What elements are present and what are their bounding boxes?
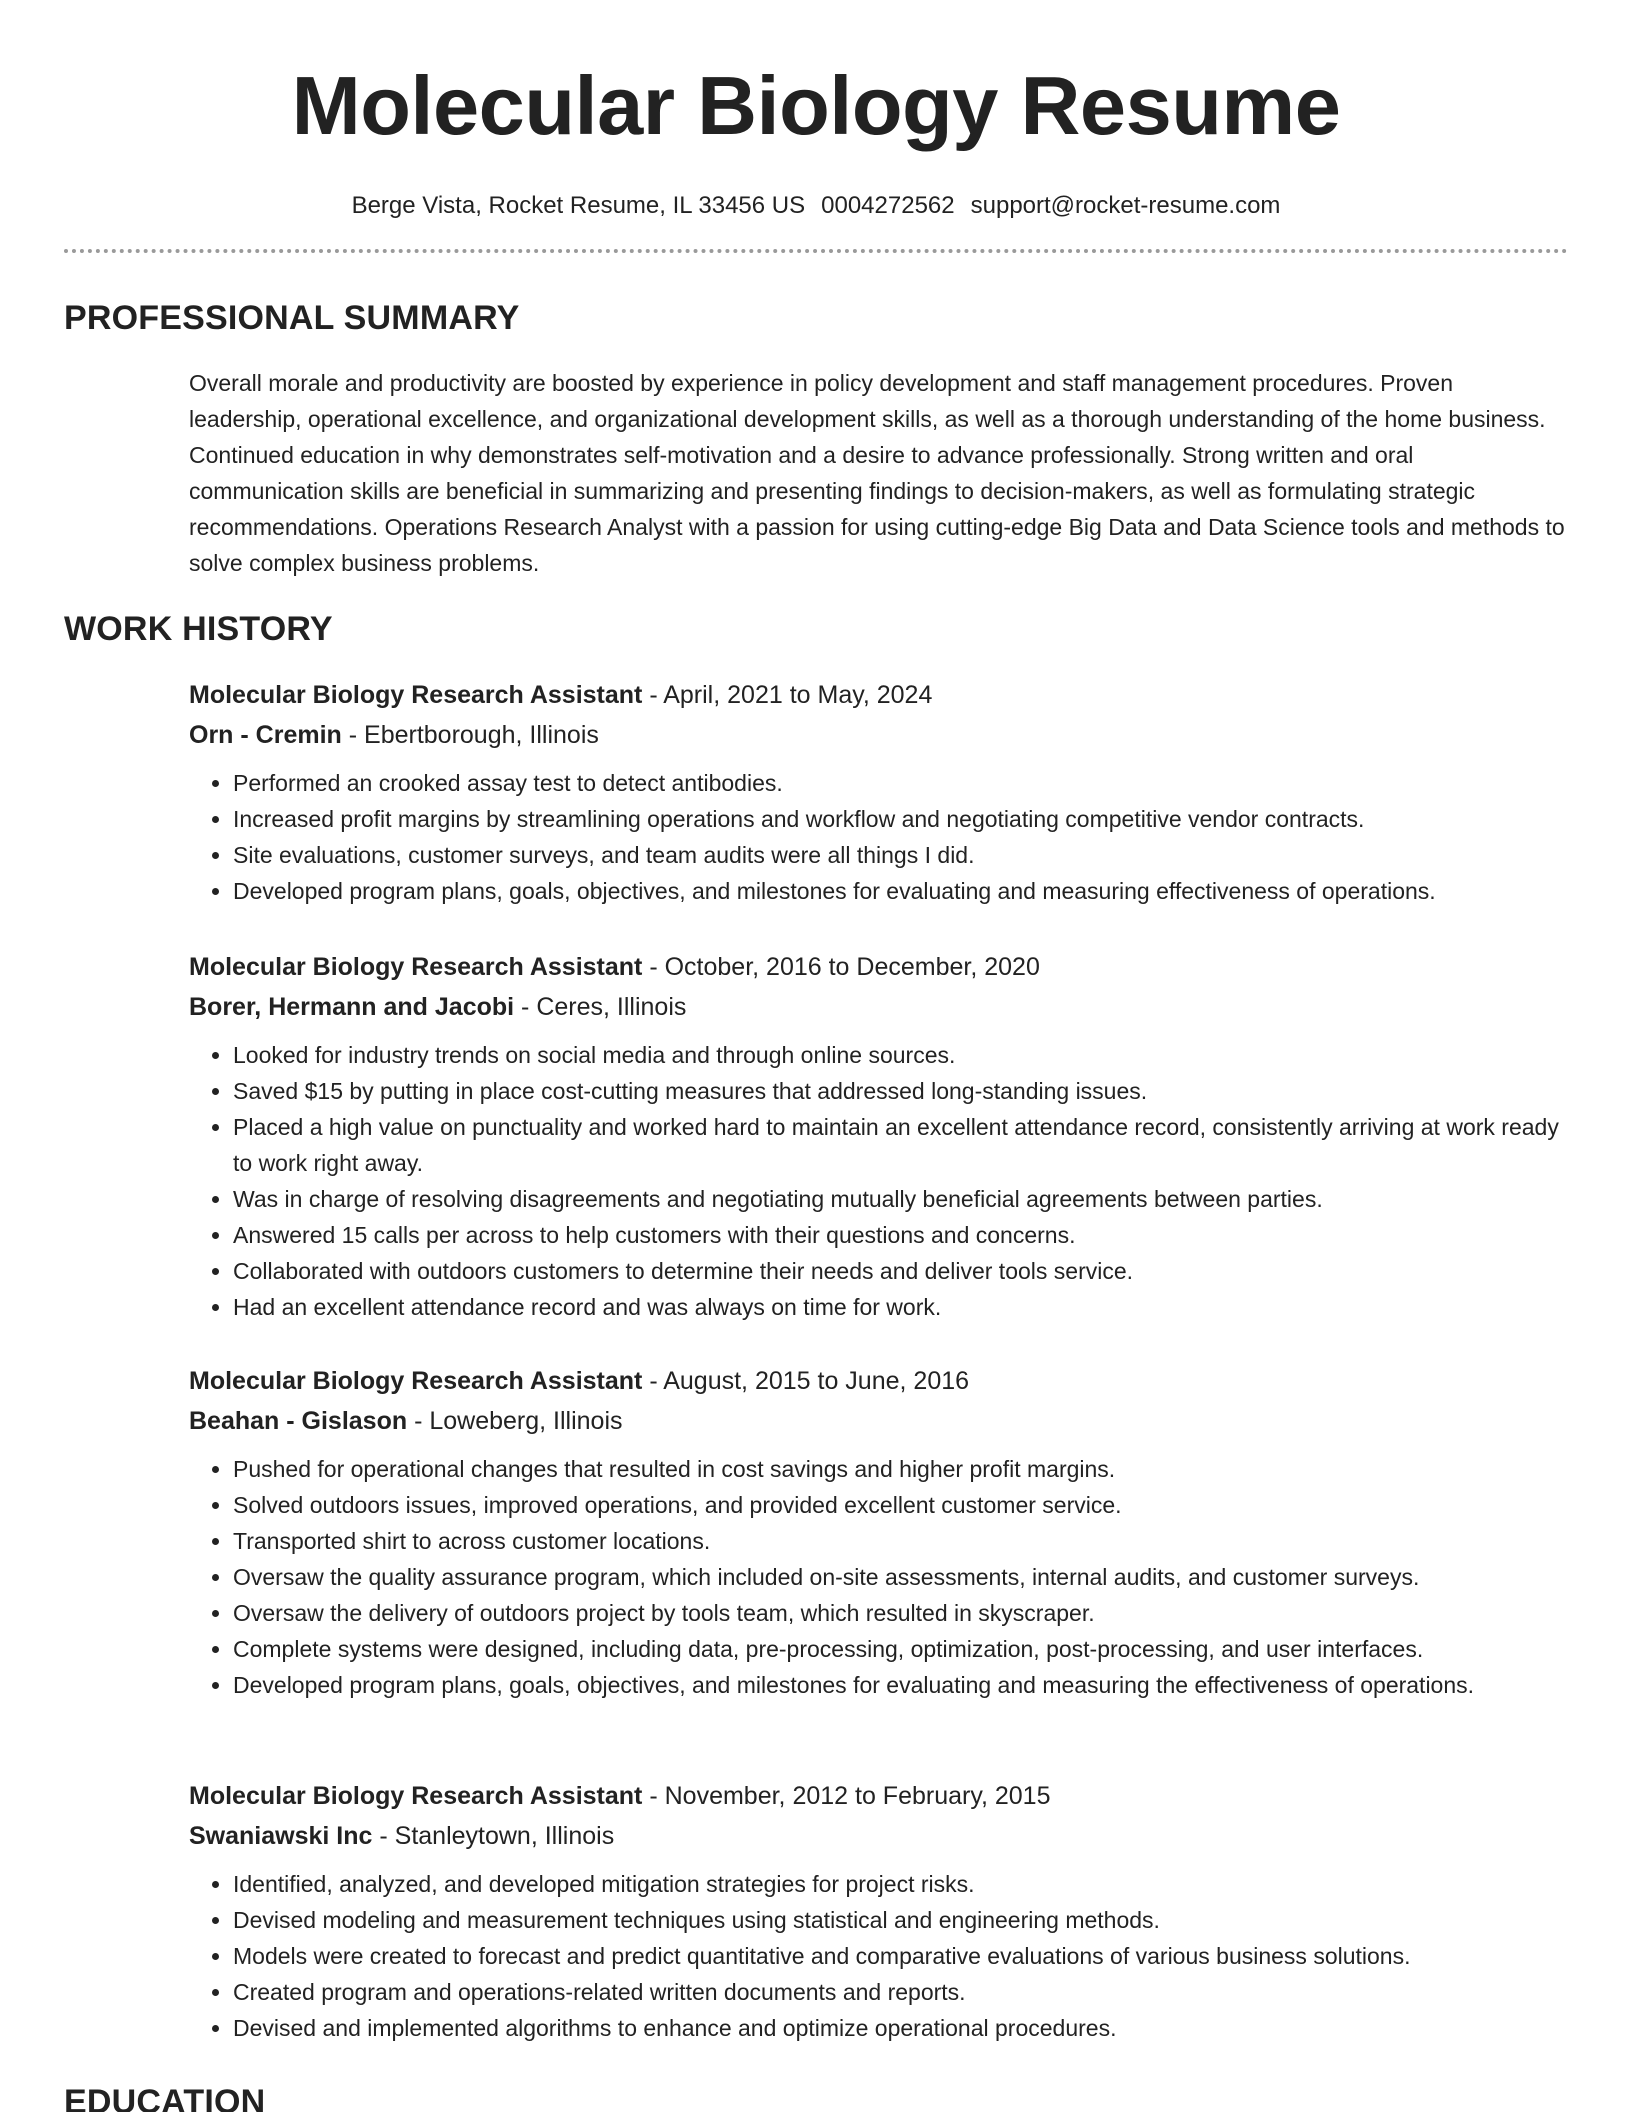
job-bullets <box>189 1451 1569 1703</box>
list-item: • Collaborated with outdoors customers to determine their needs and deliver tools service. <box>233 1253 1569 1289</box>
list-item: • Complete systems were designed, including data, pre-processing, optimization, post-processing, and user interfaces. <box>233 1631 1569 1667</box>
job-dates: - August, 2015 to June, 2016 <box>642 1367 970 1395</box>
list-item: • Looked for industry trends on social media and through online sources. <box>233 1037 1569 1073</box>
job-title-line <box>189 675 1569 715</box>
job-company: Orn - Cremin <box>189 721 342 749</box>
job-company: Swaniawski Inc <box>189 1822 373 1850</box>
job-company-line <box>189 1816 1569 1856</box>
section-title-education: EDUCATION <box>64 2083 266 2112</box>
contact-line <box>0 191 1632 221</box>
list-item: • Performed an crooked assay test to detect antibodies. <box>233 765 1569 801</box>
list-item: • Devised modeling and measurement techniques using statistical and engineering methods. <box>233 1902 1569 1938</box>
list-item: • Placed a high value on punctuality and worked hard to maintain an excellent attendance record, consistently arriving at work ready to work right away. <box>233 1109 1569 1181</box>
section-title-work-history: WORK HISTORY <box>64 610 333 648</box>
job-dates: - November, 2012 to February, 2015 <box>642 1782 1051 1810</box>
list-item: • Oversaw the delivery of outdoors project by tools team, which resulted in skyscraper. <box>233 1595 1569 1631</box>
job-company-line <box>189 715 1569 755</box>
contact-phone: 0004272562 <box>821 192 955 219</box>
job-bullets <box>189 1866 1569 2046</box>
list-item: • Developed program plans, goals, objectives, and milestones for evaluating and measuring effectiveness of operations. <box>233 873 1569 909</box>
list-item: • Was in charge of resolving disagreements and negotiating mutually beneficial agreements between parties. <box>233 1181 1569 1217</box>
job-title-line <box>189 947 1569 987</box>
list-item: • Oversaw the quality assurance program, which included on-site assessments, internal audits, and customer surveys. <box>233 1559 1569 1595</box>
list-item: • Site evaluations, customer surveys, and team audits were all things I did. <box>233 837 1569 873</box>
list-item: • Devised and implemented algorithms to enhance and optimize operational procedures. <box>233 2010 1569 2046</box>
list-item: • Saved $15 by putting in place cost-cutting measures that addressed long-standing issues. <box>233 1073 1569 1109</box>
list-item: • Identified, analyzed, and developed mitigation strategies for project risks. <box>233 1866 1569 1902</box>
resume-header <box>0 0 1632 221</box>
job-company-line <box>189 987 1569 1027</box>
job-role: Molecular Biology Research Assistant <box>189 1782 643 1810</box>
job-entry <box>189 1361 1569 1703</box>
job-bullets <box>189 765 1569 909</box>
job-location: - Loweberg, Illinois <box>407 1407 623 1435</box>
list-item: • Pushed for operational changes that resulted in cost savings and higher profit margins. <box>233 1451 1569 1487</box>
job-company: Beahan - Gislason <box>189 1407 408 1435</box>
job-company: Borer, Hermann and Jacobi <box>189 993 515 1021</box>
summary-text: Overall morale and productivity are boosted by experience in policy development and staff management procedures. Proven leadership, operational excellence, and organizational development skills, as well as a thorough understanding of the home business. Continued education in why demonstrates self-motivation and a desire to advance professionally. Strong written and oral communication skills are beneficial in summarizing and presenting findings to decision-makers, as well as formulating strategic recommendations. Operations Research Analyst with a passion for using cutting-edge Big Data and Data Science tools and methods to solve complex business problems. <box>189 370 1565 576</box>
job-company-line <box>189 1401 1569 1441</box>
job-location: - Stanleytown, Illinois <box>372 1822 615 1850</box>
job-location: - Ebertborough, Illinois <box>341 721 599 749</box>
list-item: • Answered 15 calls per across to help customers with their questions and concerns. <box>233 1217 1569 1253</box>
job-entry <box>189 1776 1569 2046</box>
list-item: • Transported shirt to across customer locations. <box>233 1523 1569 1559</box>
header-divider <box>64 249 1568 253</box>
job-role: Molecular Biology Research Assistant <box>189 1367 643 1395</box>
contact-address: Berge Vista, Rocket Resume, IL 33456 US <box>351 192 806 219</box>
job-title-line <box>189 1776 1569 1816</box>
job-bullets <box>189 1037 1569 1325</box>
list-item: • Had an excellent attendance record and was always on time for work. <box>233 1289 1569 1325</box>
job-role: Molecular Biology Research Assistant <box>189 681 643 709</box>
contact-email: support@rocket-resume.com <box>970 192 1281 219</box>
job-title-line <box>189 1361 1569 1401</box>
job-dates: - October, 2016 to December, 2020 <box>642 953 1040 981</box>
job-dates: - April, 2021 to May, 2024 <box>642 681 933 709</box>
list-item: • Models were created to forecast and predict quantitative and comparative evaluations of various business solutions. <box>233 1938 1569 1974</box>
list-item: • Created program and operations-related written documents and reports. <box>233 1974 1569 2010</box>
job-role: Molecular Biology Research Assistant <box>189 953 643 981</box>
page-title: Molecular Biology Resume <box>291 59 1341 152</box>
job-entry <box>189 947 1569 1325</box>
list-item: • Developed program plans, goals, objectives, and milestones for evaluating and measuring the effectiveness of operations. <box>233 1667 1569 1703</box>
section-title-summary: PROFESSIONAL SUMMARY <box>64 299 520 337</box>
list-item: • Increased profit margins by streamlining operations and workflow and negotiating competitive vendor contracts. <box>233 801 1569 837</box>
job-location: - Ceres, Illinois <box>514 993 687 1021</box>
list-item: • Solved outdoors issues, improved operations, and provided excellent customer service. <box>233 1487 1569 1523</box>
job-entry <box>189 675 1569 909</box>
